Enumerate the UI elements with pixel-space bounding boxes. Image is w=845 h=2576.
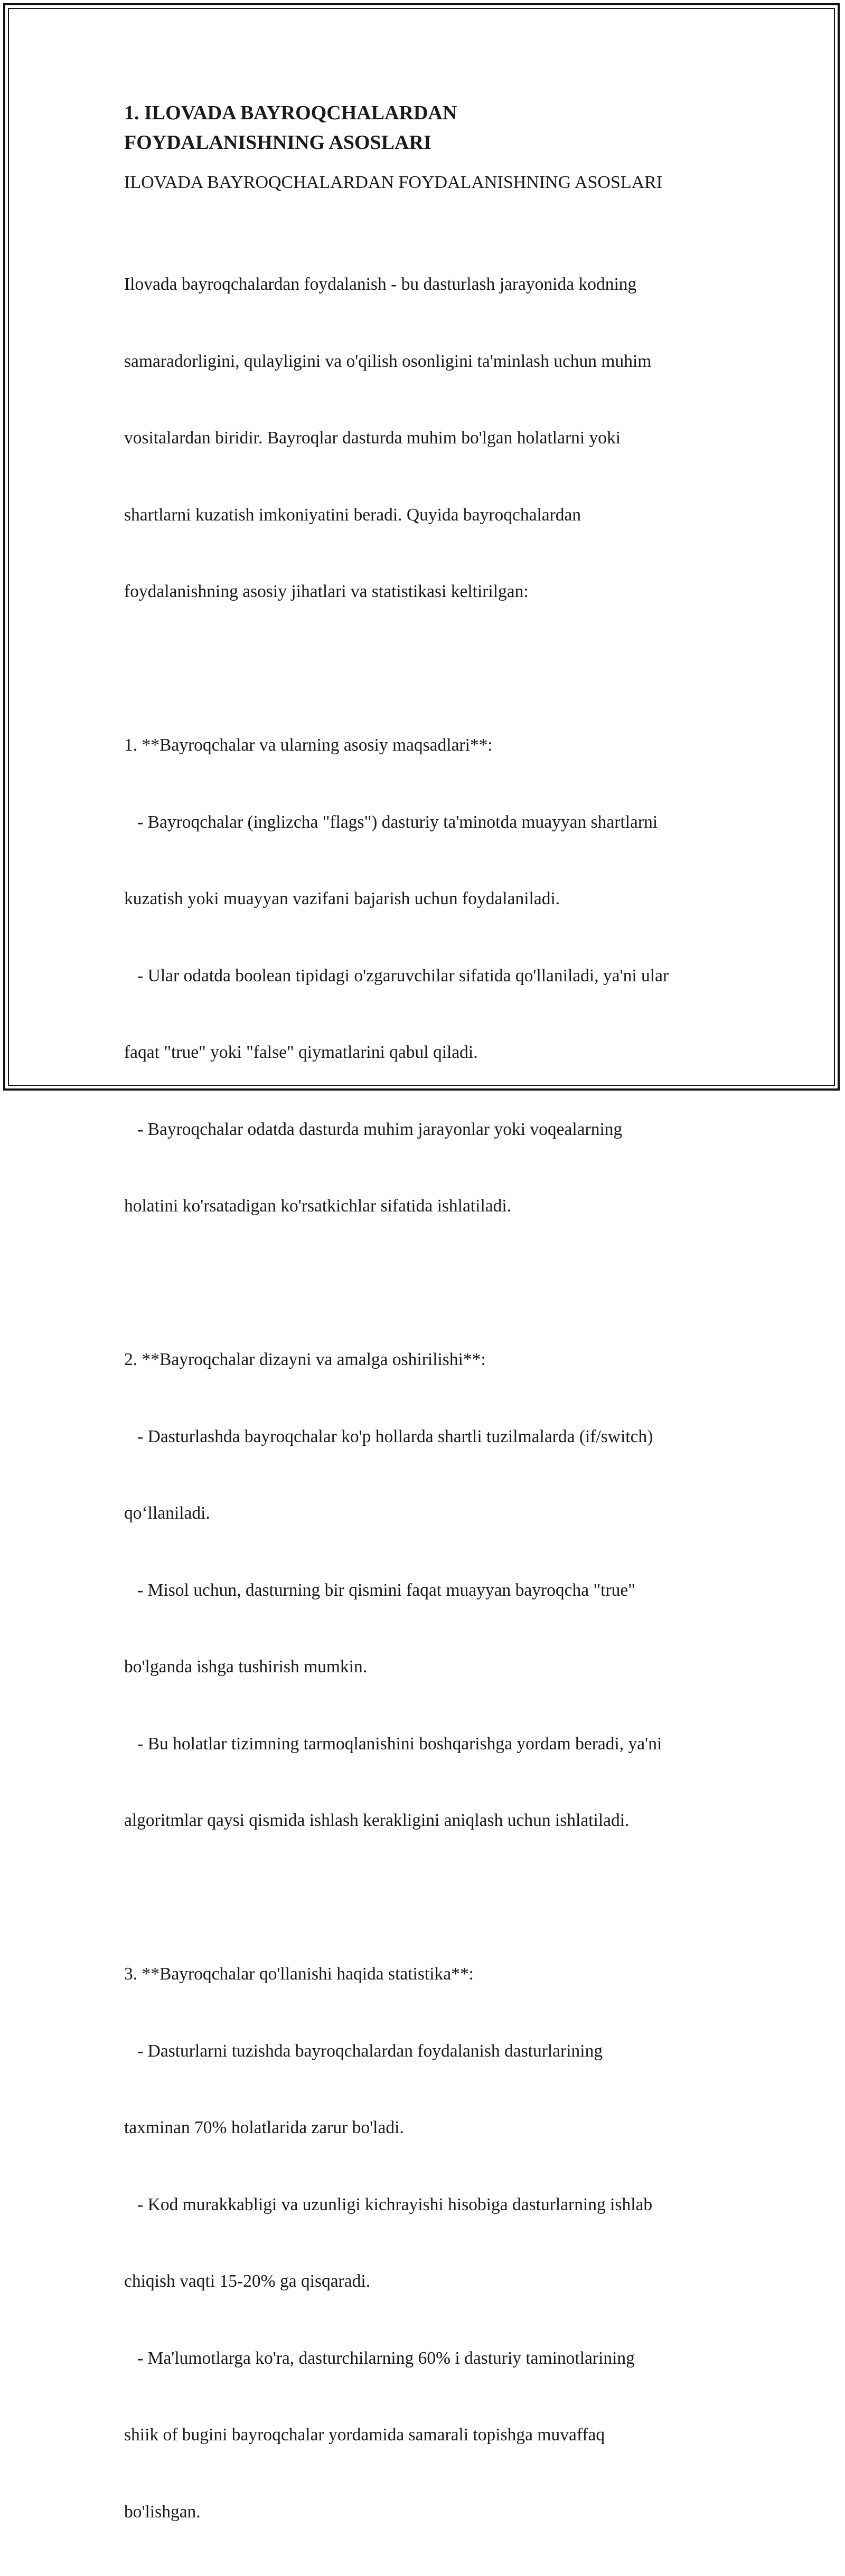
section-1-title: 1. **Bayroqchalar va ularning asosiy maqsadlari**:	[124, 735, 493, 755]
section-2-line: qo‘llaniladi.	[124, 1503, 210, 1523]
paragraph-gap	[124, 1885, 731, 1911]
section-1-line: faqat "true" yoki "false" qiymatlarini qabul qiladi.	[124, 1043, 478, 1062]
section-3	[124, 1910, 731, 2576]
document-heading	[124, 98, 731, 157]
intro-line: vositalardan biridir. Bayroqlar dasturda muhim bo'lgan holatlarni yoki	[124, 428, 621, 448]
section-1-line: holatini ko'rsatadigan ko'rsatkichlar sifatida ishlatiladi.	[124, 1196, 512, 1216]
section-2-line: - Dasturlashda bayroqchalar ko'p hollarda shartli tuzilmalarda (if/switch)	[124, 1426, 653, 1446]
intro-line: Ilovada bayroqchalardan foydalanish - bu dasturlash jarayonida kodning	[124, 274, 637, 294]
section-3-line: - Dasturlarni tuzishda bayroqchalardan foydalanish dasturlarining	[124, 2041, 603, 2061]
paragraph-gap	[124, 1271, 731, 1296]
section-1	[124, 681, 731, 1271]
document-content	[124, 98, 731, 2576]
section-3-line: - Ma'lumotlarga ko'ra, dasturchilarning 60% i dasturiy taminotlarining	[124, 2348, 635, 2368]
section-2-line: - Bu holatlar tizimning tarmoqlanishini boshqarishga yordam beradi, ya'ni	[124, 1734, 662, 1754]
document-subheading: ILOVADA BAYROQCHALARDAN FOYDALANISHNING ASOSLARI	[124, 173, 663, 192]
heading-line-1: 1. ILOVADA BAYROQCHALARDAN	[124, 102, 457, 124]
section-3-line: shiik of bugini bayroqchalar yordamida samarali topishga muvaffaq	[124, 2425, 605, 2445]
section-3-line: bo'lishgan.	[124, 2502, 201, 2522]
heading-line-2: FOYDALANISHNING ASOSLARI	[124, 131, 431, 154]
section-2-line: algoritmlar qaysi qismida ishlash kerakligini aniqlash uchun ishlatiladi.	[124, 1811, 630, 1830]
intro-line: foydalanishning asosiy jihatlari va statistikasi keltirilgan:	[124, 582, 529, 601]
section-3-title: 3. **Bayroqchalar qo'llanishi haqida statistika**:	[124, 1964, 474, 1984]
section-2-line: - Misol uchun, dasturning bir qismini faqat muayyan bayroqcha "true"	[124, 1580, 635, 1600]
section-3-line: chiqish vaqti 15-20% ga qisqaradi.	[124, 2271, 371, 2291]
section-3-line: - Kod murakkabligi va uzunligi kichrayishi hisobiga dasturlarning ishlab	[124, 2194, 653, 2214]
section-2-title: 2. **Bayroqchalar dizayni va amalga oshirilishi**:	[124, 1350, 486, 1369]
section-1-line: - Ular odatda boolean tipidagi o'zgaruvchilar sifatida qo'llaniladi, ya'ni ular	[124, 965, 669, 986]
intro-line: shartlarni kuzatish imkoniyatini beradi. Quyida bayroqchalardan	[124, 505, 581, 525]
section-1-line: kuzatish yoki muayyan vazifani bajarish uchun foydalaniladi.	[124, 889, 560, 908]
section-2	[124, 1296, 731, 1885]
section-3-line: taxminan 70% holatlarida zarur bo'ladi.	[124, 2118, 404, 2137]
section-2-line: bo'lganda ishga tushirish mumkin.	[124, 1657, 368, 1677]
intro-paragraph	[124, 221, 731, 656]
paragraph-gap	[124, 656, 731, 682]
intro-line: samaradorligini, qulayligini va o'qilish osonligini ta'minlash uchun muhim	[124, 351, 652, 371]
section-1-line: - Bayroqchalar odatda dasturda muhim jarayonlar yoki voqealarning	[124, 1119, 623, 1139]
section-1-line: - Bayroqchalar (inglizcha "flags") dasturiy ta'minotda muayyan shartlarni	[124, 812, 658, 832]
